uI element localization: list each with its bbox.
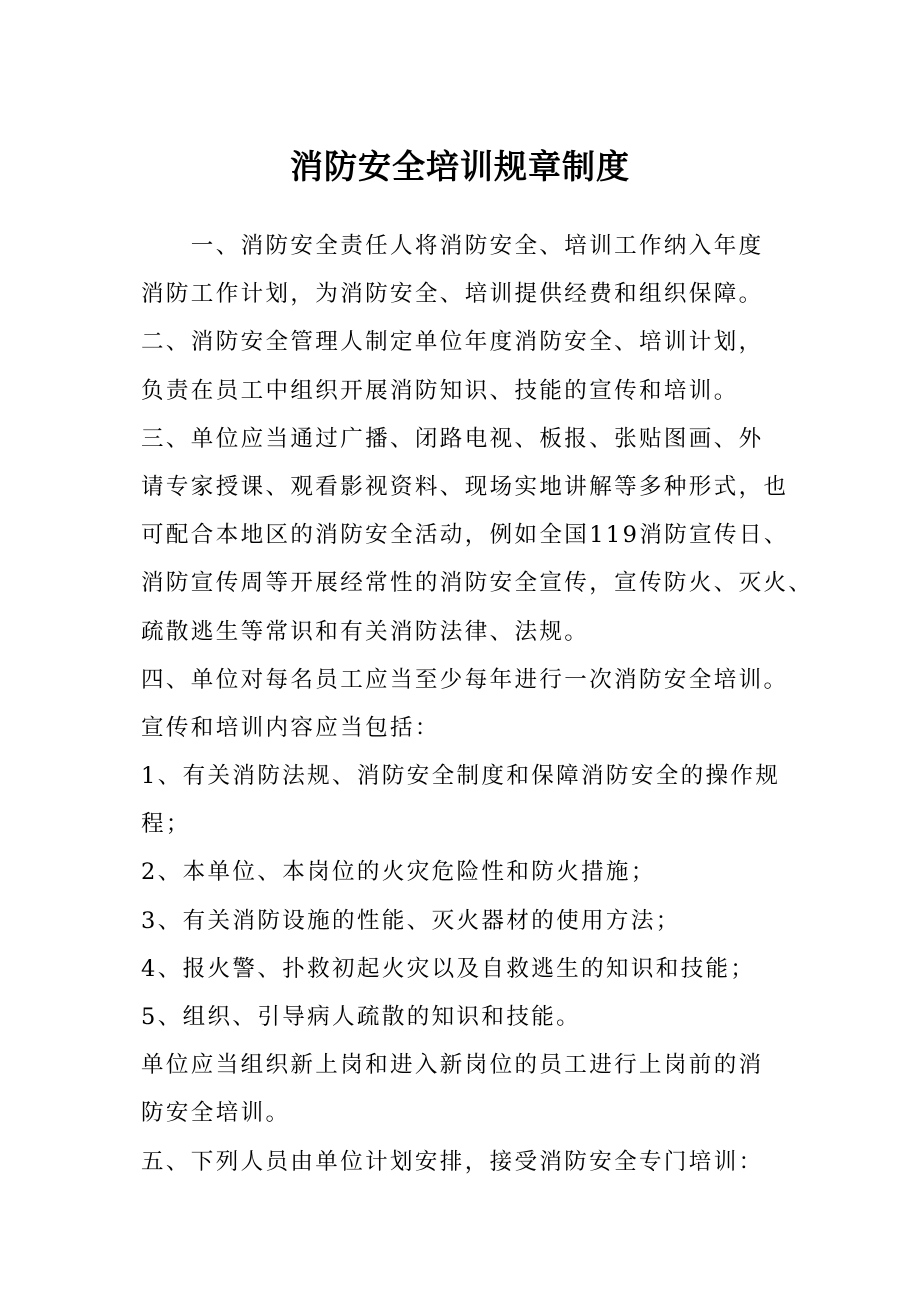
paragraph-line: 消防宣传周等开展经常性的消防安全宣传，宣传防火、灭火、 [141,570,814,597]
paragraph-line: 三、单位应当通过广播、闭路电视、板报、张贴图画、外 [141,425,764,452]
paragraph-line: 防安全培训。 [141,1100,291,1127]
paragraph-line: 疏散逃生等常识和有关消防法律、法规。 [141,618,590,645]
paragraph-line: 可配合本地区的消防安全活动，例如全国119消防宣传日、 [141,522,789,549]
paragraph-line: 消防工作计划，为消防安全、培训提供经费和组织保障。 [141,281,764,308]
paragraph-line: 单位应当组织新上岗和进入新岗位的员工进行上岗前的消 [141,1052,764,1079]
paragraph-line: 负责在员工中组织开展消防知识、技能的宣传和培训。 [141,377,739,404]
paragraph-line: 5、组织、引导病人疏散的知识和技能。 [141,1004,582,1030]
document-title: 消防安全培训规章制度 [290,147,630,186]
document-body [141,222,814,1186]
paragraph-line: 五、下列人员由单位计划安排，接受消防安全专门培训： [141,1148,764,1175]
paragraph-line: 一、消防安全责任人将消防安全、培训工作纳入年度 [141,233,764,259]
paragraph-line: 1、有关消防法规、消防安全制度和保障消防安全的操作规 [141,763,781,790]
paragraph-line: 请专家授课、观看影视资料、现场实地讲解等多种形式，也 [141,473,789,500]
paragraph-line: 二、消防安全管理人制定单位年度消防安全、培训计划， [141,329,764,356]
paragraph-line: 4、报火警、扑救初起火灾以及自救逃生的知识和技能； [141,955,756,982]
paragraph-line: 四、单位对每名员工应当至少每年进行一次消防安全培训。 [141,666,789,693]
paragraph-line: 3、有关消防设施的性能、灭火器材的使用方法； [141,907,681,934]
paragraph-line: 程； [141,811,191,838]
paragraph-line: 2、本单位、本岗位的火灾危险性和防火措施； [141,859,656,886]
paragraph-line: 宣传和培训内容应当包括： [141,714,440,741]
